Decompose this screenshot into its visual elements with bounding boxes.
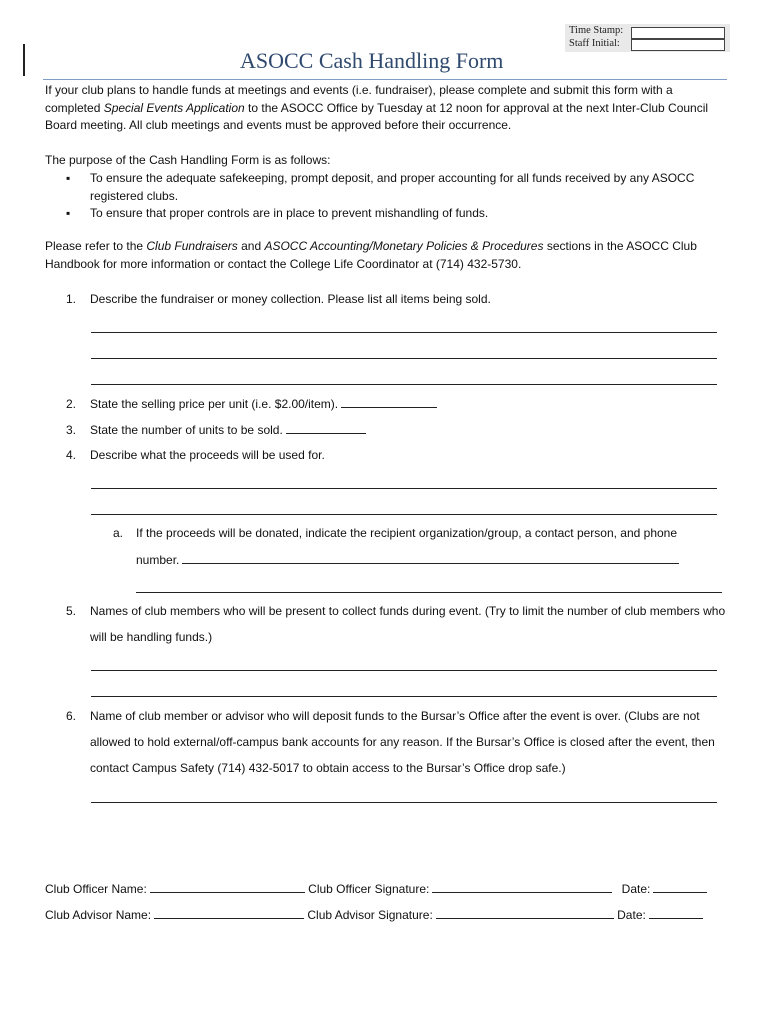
q2-text: State the selling price per unit (i.e. $2.00/item). [90,397,339,411]
refer-text-2: and [237,239,265,253]
q4a-number: a. [113,526,124,540]
q2-number: 2. [66,397,77,411]
officer-signature-field[interactable] [432,882,612,893]
time-stamp-box [565,24,730,52]
q1-answer-line[interactable] [91,384,717,385]
q1-answer-line[interactable] [91,358,717,359]
advisor-date-label: Date: [617,908,646,922]
q4-number: 4. [66,448,77,462]
margin-mark [23,44,25,76]
purpose-bullet: ▪ To ensure that proper controls are in place to prevent mishandling of funds. [66,205,726,223]
refer-text-3: sections in the ASOCC Club Handbook for more information or contact the College Life Coordinator at (714) 432-5730. [45,239,697,271]
officer-name-label: Club Officer Name: [45,882,147,896]
officer-signature-label: Club Officer Signature: [308,882,430,896]
q1-text: Describe the fundraiser or money collection. Please list all items being sold. [90,292,491,306]
q4a-text: If the proceeds will be donated, indicate the recipient organization/group, a contact person, and phone [136,526,678,540]
advisor-date-field[interactable] [649,908,703,919]
q4a-answer-line[interactable] [136,592,722,593]
staff-initial-label: Staff Initial: [569,38,620,49]
q3-number: 3. [66,423,77,437]
intro-emphasis: Special Events Application [103,100,245,115]
intro-text-1: If your club plans to handle funds at meetings and events (i.e. fundraiser), please complete and submit this form with a completed [45,83,673,115]
q5-answer-line[interactable] [91,696,717,697]
q4-text: Describe what the proceeds will be used for. [90,448,325,462]
advisor-signature-label: Club Advisor Signature: [307,908,433,922]
q2-line [90,391,437,417]
refer-paragraph [45,238,725,273]
purpose-heading: The purpose of the Cash Handling Form is as follows: [45,153,331,167]
time-stamp-field[interactable] [631,27,725,39]
q3-line [90,417,366,443]
q4a-line2 [136,547,679,573]
advisor-name-label: Club Advisor Name: [45,908,152,922]
title-rule [43,79,727,80]
q1-answer-line[interactable] [91,332,717,333]
q1-number: 1. [66,292,77,306]
time-stamp-label: Time Stamp: [569,25,624,36]
advisor-signature-field[interactable] [436,908,614,919]
staff-initial-field[interactable] [631,39,725,51]
purpose-bullet: ▪ To ensure the adequate safekeeping, prompt deposit, and proper accounting for all funds received by any ASOCC registered clubs. [66,170,726,205]
q4a-text-2: number. [136,553,180,567]
purpose-list [66,170,726,223]
q4-answer-line[interactable] [91,514,717,515]
q6-number: 6. [66,709,77,723]
q5-text: Names of club members who will be present to collect funds during event. (Try to limit the number of club members who will be handling funds.) [90,604,726,644]
units-sold-field[interactable] [286,423,366,434]
price-per-unit-field[interactable] [341,397,437,408]
refer-text-1: Please refer to the [45,239,147,253]
q6-answer-line[interactable] [91,802,717,803]
officer-name-field[interactable] [150,882,305,893]
refer-emphasis-2: ASOCC Accounting/Monetary Policies & Procedures [264,239,544,253]
q6-text: Name of club member or advisor who will deposit funds to the Bursar’s Office after the event is over. (Clubs are not allowed to hold external/off-campus bank accounts for any reason. If the Bursar’s Office is closed after the event, then contact Campus Safety (714) 432-5017 to obtain access to the Bursar’s Office drop safe.) [90,709,715,775]
advisor-signature-row [45,908,703,922]
q3-text: State the number of units to be sold. [90,423,283,437]
q5-answer-line[interactable] [91,670,717,671]
page-title: ASOCC Cash Handling Form [240,48,504,73]
recipient-field[interactable] [182,553,679,564]
officer-signature-row [45,882,707,896]
refer-emphasis-1: Club Fundraisers [146,239,238,253]
q4-answer-line[interactable] [91,488,717,489]
officer-date-field[interactable] [653,882,707,893]
intro-text-2: to the ASOCC Office by Tuesday at 12 noon for approval at the next Inter-Club Council Board meeting. All club meetings and events must be approved before their occurrence. [45,100,709,132]
officer-date-label: Date: [621,882,651,896]
q5-number: 5. [66,604,77,618]
intro-paragraph [45,82,725,135]
advisor-name-field[interactable] [154,908,304,919]
